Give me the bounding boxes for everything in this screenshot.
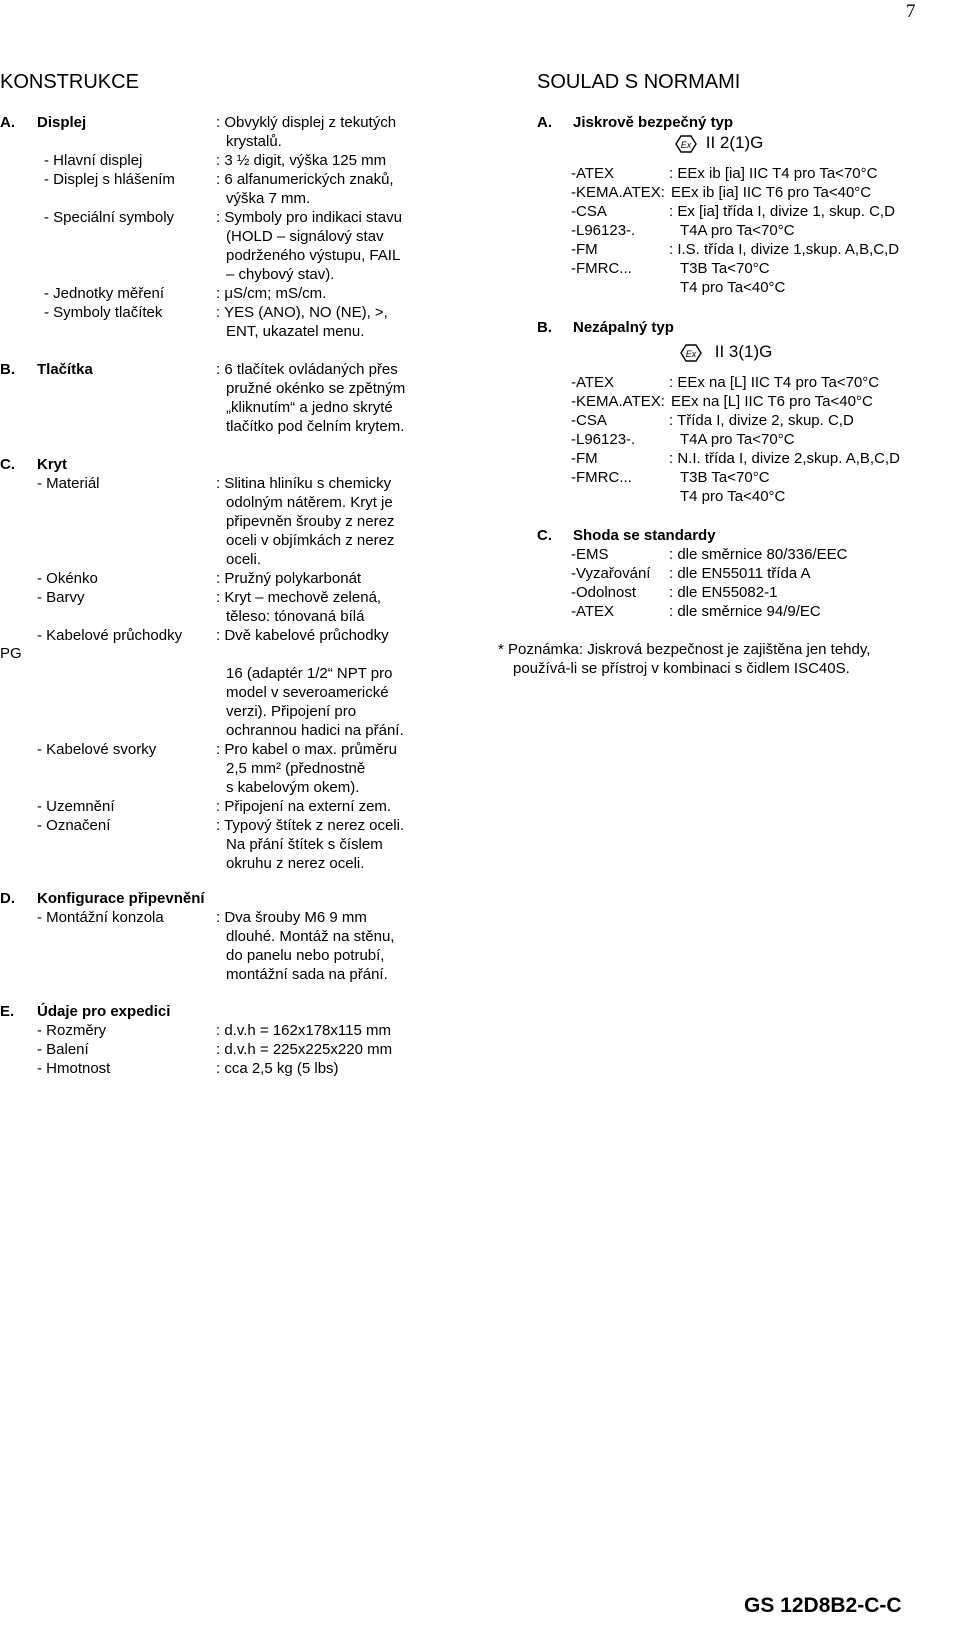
section-title-expedice: Údaje pro expedici <box>37 1003 171 1020</box>
spec-label: - Barvy <box>37 589 85 606</box>
spec-label: - Jednotky měření <box>44 285 165 302</box>
norm-label: -KEMA.ATEX: <box>571 393 665 410</box>
norm-value: : dle směrnice 94/9/EC <box>669 603 821 620</box>
norm-value: : dle EN55082-1 <box>669 584 778 601</box>
spec-value: : Dva šrouby M6 9 mm <box>216 909 367 926</box>
norm-label: -L96123-. <box>571 222 636 239</box>
norm-letter-a: A. <box>537 114 552 131</box>
norm-value: EEx ib [ia] IIC T6 pro Ta<40°C <box>671 184 872 201</box>
norm-label: -FMRC... <box>571 469 632 486</box>
norm-value: : dle směrnice 80/336/EEC <box>669 546 848 563</box>
spec-value: : Obvyklý displej z tekutých <box>216 114 397 131</box>
spec-value: připevněn šrouby z nerez <box>226 513 395 530</box>
spec-value: : μS/cm; mS/cm. <box>216 285 327 302</box>
norm-label: -FM <box>571 450 598 467</box>
spec-label: - Kabelové svorky <box>37 741 157 758</box>
spec-label: - Materiál <box>37 475 100 492</box>
spec-label: - Označení <box>37 817 111 834</box>
norm-letter-c: C. <box>537 527 552 544</box>
spec-value: : Připojení na externí zem. <box>216 798 392 815</box>
atex-mark <box>680 341 772 363</box>
spec-value: s kabelovým okem). <box>226 779 360 796</box>
norm-label: -CSA <box>571 412 607 429</box>
spec-value: dlouhé. Montáž na stěnu, <box>226 928 395 945</box>
norm-value: : I.S. třída I, divize 1,skup. A,B,C,D <box>669 241 900 258</box>
norm-label: -ATEX <box>571 603 615 620</box>
spec-value: (HOLD – signálový stav <box>226 228 384 245</box>
norm-value: EEx na [L] IIC T6 pro Ta<40°C <box>671 393 873 410</box>
section-title-konfigurace: Konfigurace připevnění <box>37 890 205 907</box>
spec-value: : YES (ANO), NO (NE), >, <box>216 304 388 321</box>
footnote-line: používá-li se přístroj v kombinaci s čidlem ISC40S. <box>513 660 850 677</box>
document-code: GS 12D8B2-C-C <box>744 1594 902 1617</box>
spec-value: montážní sada na přání. <box>226 966 388 983</box>
norm-label: -KEMA.ATEX: <box>571 184 665 201</box>
section-heading-konstrukce: KONSTRUKCE <box>0 71 139 93</box>
spec-value: krystalů. <box>226 133 282 150</box>
norm-label: -EMS <box>571 546 609 563</box>
page-number: 7 <box>906 1 916 22</box>
norm-label: -ATEX <box>571 374 615 391</box>
spec-value: podrženého výstupu, FAIL <box>226 247 401 264</box>
spec-value: : d.v.h = 162x178x115 mm <box>216 1022 391 1039</box>
norm-value: T4 pro Ta<40°C <box>680 279 786 296</box>
norm-label: -Odolnost <box>571 584 637 601</box>
spec-value: „kliknutím“ a jedno skryté <box>226 399 393 416</box>
svg-text:Ex: Ex <box>685 348 697 359</box>
spec-value: : 6 alfanumerických znaků, <box>216 171 394 188</box>
spec-value: pružné okénko se zpětným <box>226 380 406 397</box>
footnote-line: * Poznámka: Jiskrová bezpečnost je zajištěna jen tehdy, <box>498 641 871 658</box>
norm-letter-b: B. <box>537 319 552 336</box>
spec-value: : d.v.h = 225x225x220 mm <box>216 1041 393 1058</box>
pg-label: PG <box>0 645 22 662</box>
atex-mark <box>675 132 763 154</box>
spec-value: : cca 2,5 kg (5 lbs) <box>216 1060 339 1077</box>
ex-hexagon-icon <box>675 135 697 153</box>
spec-value: : Symboly pro indikaci stavu <box>216 209 402 226</box>
spec-value: těleso: tónovaná bílá <box>226 608 365 625</box>
section-heading-soulad: SOULAD S NORMAMI <box>537 71 741 93</box>
spec-value: : Pružný polykarbonát <box>216 570 362 587</box>
section-title-displej: Displej <box>37 114 87 131</box>
spec-value: oceli v objímkách z nerez <box>226 532 395 549</box>
spec-value: výška 7 mm. <box>226 190 311 207</box>
section-title-kryt: Kryt <box>37 456 68 473</box>
spec-value: model v severoamerické <box>226 684 389 701</box>
spec-value: do panelu nebo potrubí, <box>226 947 385 964</box>
norm-value: : Třída I, divize 2, skup. C,D <box>669 412 854 429</box>
spec-label: - Symboly tlačítek <box>44 304 163 321</box>
norm-value: : EEx ib [ia] IIC T4 pro Ta<70°C <box>669 165 878 182</box>
spec-label: - Hlavní displej <box>44 152 143 169</box>
norm-label: -ATEX <box>571 165 615 182</box>
atex-category-label: II 2(1)G <box>705 133 764 152</box>
spec-label: - Rozměry <box>37 1022 107 1039</box>
norm-value: T4A pro Ta<70°C <box>680 222 795 239</box>
spec-value: okruhu z nerez oceli. <box>226 855 365 872</box>
spec-value: verzi). Připojení pro <box>226 703 357 720</box>
spec-label: - Montážní konzola <box>37 909 164 926</box>
spec-value: : Dvě kabelové průchodky <box>216 627 389 644</box>
spec-value: : 3 ½ digit, výška 125 mm <box>216 152 387 169</box>
norm-label: -FMRC... <box>571 260 632 277</box>
section-letter-b: B. <box>0 361 15 378</box>
spec-value: oceli. <box>226 551 262 568</box>
spec-value: Na přání štítek s číslem <box>226 836 383 853</box>
norm-value: T4A pro Ta<70°C <box>680 431 795 448</box>
spec-value: – chybový stav). <box>226 266 335 283</box>
section-letter-d: D. <box>0 890 15 907</box>
norm-value: T3B Ta<70°C <box>680 260 770 277</box>
spec-value: odolným nátěrem. Kryt je <box>226 494 393 511</box>
spec-value: ochrannou hadici na přání. <box>226 722 404 739</box>
spec-value: ENT, ukazatel menu. <box>226 323 365 340</box>
spec-label: - Okénko <box>37 570 98 587</box>
spec-value: tlačítko pod čelním krytem. <box>226 418 405 435</box>
norm-label: -FM <box>571 241 598 258</box>
spec-value: : Slitina hliníku s chemicky <box>216 475 392 492</box>
spec-label: - Displej s hlášením <box>44 171 175 188</box>
norm-value: T4 pro Ta<40°C <box>680 488 786 505</box>
spec-label: - Hmotnost <box>37 1060 111 1077</box>
norm-title-nezapalny: Nezápalný typ <box>573 319 674 336</box>
norm-value: : Ex [ia] třída I, divize 1, skup. C,D <box>669 203 895 220</box>
spec-label: - Balení <box>37 1041 89 1058</box>
norm-value: : dle EN55011 třída A <box>669 565 811 582</box>
spec-value: : Typový štítek z nerez oceli. <box>216 817 405 834</box>
atex-category-label: II 3(1)G <box>714 342 773 361</box>
ex-hexagon-icon <box>680 344 702 362</box>
spec-value: : Pro kabel o max. průměru <box>216 741 397 758</box>
spec-label: - Kabelové průchodky <box>37 627 183 644</box>
spec-value: : Kryt – mechově zelená, <box>216 589 382 606</box>
norm-value: : N.I. třída I, divize 2,skup. A,B,C,D <box>669 450 900 467</box>
section-letter-a: A. <box>0 114 15 131</box>
norm-label: -L96123-. <box>571 431 636 448</box>
spec-label: - Speciální symboly <box>44 209 175 226</box>
spec-label: - Uzemnění <box>37 798 115 815</box>
spec-value: : 6 tlačítek ovládaných přes <box>216 361 398 378</box>
section-letter-e: E. <box>0 1003 15 1020</box>
norm-value: T3B Ta<70°C <box>680 469 770 486</box>
norm-title-jiskrove: Jiskrově bezpečný typ <box>573 114 734 131</box>
norm-value: : EEx na [L] IIC T4 pro Ta<70°C <box>669 374 880 391</box>
norm-label: -Vyzařování <box>571 565 651 582</box>
section-letter-c: C. <box>0 456 15 473</box>
norm-label: -CSA <box>571 203 607 220</box>
svg-text:Ex: Ex <box>680 139 692 150</box>
spec-value: 2,5 mm² (přednostně <box>226 760 366 777</box>
spec-value: 16 (adaptér 1/2“ NPT pro <box>226 665 393 682</box>
section-title-tlacitka: Tlačítka <box>37 361 93 378</box>
norm-title-shoda: Shoda se standardy <box>573 527 716 544</box>
